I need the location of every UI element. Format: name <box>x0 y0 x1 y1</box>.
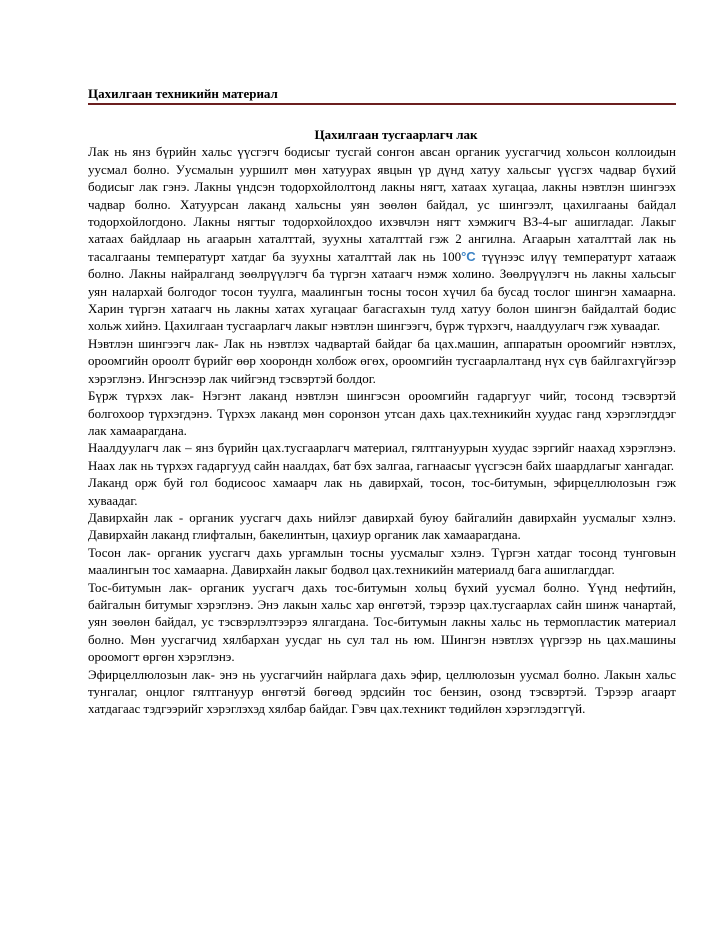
paragraph-adhesive-lacquer: Наалдуулагч лак – янз бүрийн цах.тусгаарлагч материал, гялтгануурын хуудас зэргийг наахад хэрэглэнэ. Наах лак нь түрхэх гадаргууд сайн наалдах, бат бэх залгаа, гагнаасыг үүсгэсэн байх шаардлагыг хангадаг. <box>88 440 676 473</box>
paragraph-lacquer-classification: Лаканд орж буй гол бодисоос хамаарч лак нь давирхай, тосон, тос-битумын, эфирцеллюлозын гэж хуваадаг. <box>88 475 676 508</box>
header-divider <box>88 103 676 105</box>
paragraph-resin-lacquer: Давирхайн лак - органик уусгагч дахь нийлэг давирхай буюу байгалийн давирхайн уусмалыг хэлнэ. Давирхайн лаканд глифталын, бакелинтын, цахиур органик лак хамаарагдана. <box>88 509 676 543</box>
intro-text-part1: Лак нь янз бүрийн хальс үүсгэгч бодисыг тусгай сонгон авсан органик уусгагчид хольсон коллоидын уусмал болно. Уусмалын ууршилт мөн хатуурах явцын үр дүнд хатуу хальсыг үүсгэх чадвар бүхий бодисыг лак гэнэ. Лакны үндсэн тодорхойлолтонд лакны нягт, хатаах хугацаа, лакны нэвтлэн шингээх чадвар болно. Хатуурсан лаканд хальсны уян зөөлөн байдал, ус шингээлт, цахилгааны байдал тодорхойлогдоно. Лакны нягтыг тодорхойлохдоо ихэвчлэн нягт хэмжигч ВЗ-4-ыг ашигладаг. Лакыг хатаах байдлаар нь агаарын хаталттай, зуухны хаталттай гэж 2 ангилна. Агаарын хаталттай лак нь тасалгааны температурт хатдаг ба зуухны хаталттай лак нь 100 <box>88 144 676 264</box>
intro-text-part2: түүнээс илүү температурт хатааж болно. Лакны найралганд зөөлрүүлэгч ба түргэн хатаагч нэмж холино. Зөөлрүүлэгч нь лакны хальсыг уян налархай болгодог тосон туулга, маалингын тосны тосон хүчил ба бусад тослог шингэн хамаарна. Харин түргэн хатаагч нь лакны хатах хугацааг багасгахын тулд хатуу болон шингэн байдалтай бодис хольж хийнэ. Цахилгаан тусгаарлагч лакыг нэвтлэн шингээгч, бүрж түрхэгч, наалдуулагч гэж хуваадаг. <box>88 248 676 334</box>
header-title: Цахилгаан техникийн материал <box>88 86 278 101</box>
intro-paragraph <box>88 143 676 334</box>
paragraph-oil-bitumen-lacquer: Тос-битумын лак- органик уусгагч дахь тос-битумын хольц бүхий уусмал болно. Үүнд нефтийн, байгалын битумыг хэрэглэнэ. Энэ лакын хальс хар өнгөтэй, тэрээр цах.тусгаарлах сайн шинж чанартай, уян зөөлөн байдал, ус тэсвэрлэлтээрээ ялгагдана. Тос-битумын лакны хальс нь термопластик материал болно. Мөн уусгагчид хялбархан уусдаг нь сул тал нь юм. Шингэн нэвтлэх үүргээр нь цах.машины ороомогт өргөн хэрэглэнэ. <box>88 579 676 665</box>
paragraph-impregnating-lacquer: Нэвтлэн шингээгч лак- Лак нь нэвтлэх чадвартай байдаг ба цах.машин, аппаратын ороомгийг нэвтлэх, ороомгийн ороолт бүрийг өөр хоорондн холбож өгөх, ороомгийн тусгаарлалтанд нүх сүв байлгахгүйгээр хэрэглэнэ. Ингэснээр лак чийгэнд тэсвэртэй болдог. <box>88 335 676 386</box>
document-title: Цахилгаан тусгаарлагч лак <box>314 127 478 142</box>
paragraph-oil-lacquer: Тосон лак- органик уусгагч дахь ургамлын тосны уусмалыг хэлнэ. Түргэн хатдаг тосонд тунговын маалингын тос хамаарна. Давирхайн лакыг бодвол цах.техникийн материалд бага ашиглагддаг. <box>88 544 676 578</box>
paragraph-coating-lacquer: Бүрж түрхэх лак- Нэгэнт лаканд нэвтлэн шингэсэн ороомгийн гадаргууг чийг, тосонд тэсвэртэй болгохоор түрхэгдэнэ. Түрхэх лаканд мөн соронзон утсан дахь цах.техникийн хуудас ганд хэрэглэгддэг лак хамаарагдана. <box>88 388 676 438</box>
document-body <box>88 126 676 718</box>
paragraph-ether-cellulose-lacquer: Эфирцеллюлозын лак- энэ нь уусгагчийн найрлага дахь эфир, целлюлозын уусмал болно. Лакын хальс тунгалаг, онцлог гялтгануур өнгөтэй бөгөөд эрдсийн тос бензин, озонд тэсвэртэй. Тэрээр агаарт хатдагаас тэдгээрийг хэрэглэхэд хялбар байдаг. Гэвч цах.техникт төдийлөн хэрэглэдэггүй. <box>88 666 676 717</box>
temperature-unit: °C <box>461 248 476 264</box>
